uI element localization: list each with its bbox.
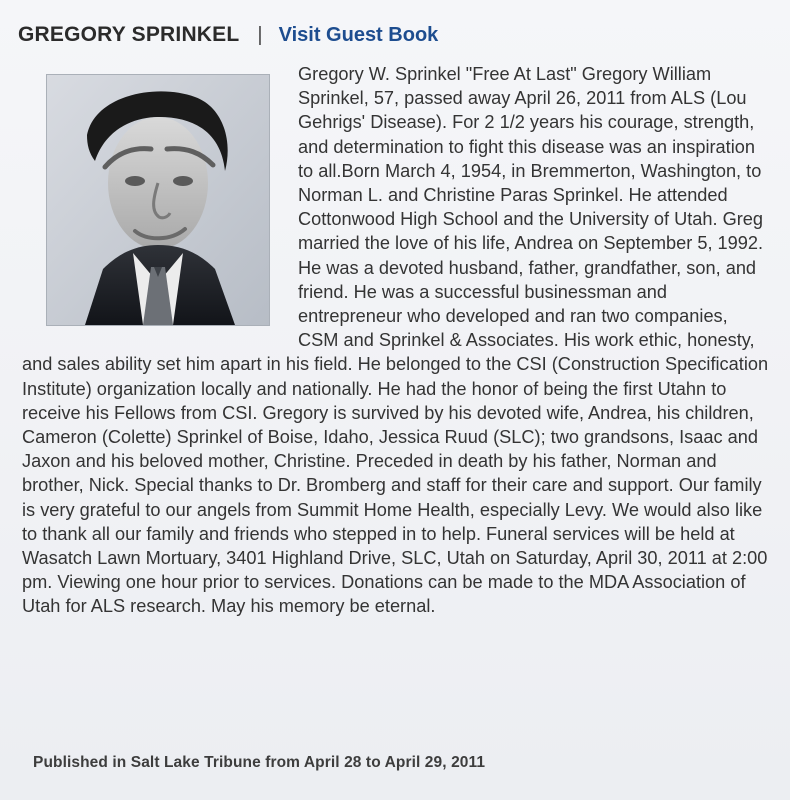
visit-guest-book-link[interactable]: Visit Guest Book bbox=[278, 23, 439, 46]
portrait-photo bbox=[46, 74, 270, 326]
obituary-header bbox=[18, 18, 438, 52]
obituary-text: Gregory W. Sprinkel "Free At Last" Gregory William Sprinkel, 57, passed away April 26, 2011 from ALS (Lou Gehrigs' Disease). For 2 1/2 years his courage, strength, and determination to fight this disease was an inspiration to all.Born March 4, 1954, in Bremmerton, Washington, to Norman L. and Christine Paras Sprinkel. He attended Cottonwood High School and the University of Utah. Greg married the love of his life, Andrea on September 5, 1992. He was a devoted husband, father, grandfather, son, and friend. He was a successful businessman and entrepreneur who developed and ran two companies, CSM and Sprinkel & Associates. His work ethic, honesty, and sales ability set him apart in his field. He belonged to the CSI (Construction Specification Institute) organization locally and nationally. He had the honor of being the first Utahn to receive his Fellows from CSI. Gregory is survived by his devoted wife, Andrea, his children, Cameron (Colette) Sprinkel of Boise, Idaho, Jessica Ruud (SLC); two grandsons, Isaac and Jaxon and his beloved mother, Christine. Preceded in death by his father, Norman and brother, Nick. Special thanks to Dr. Bromberg and staff for their care and support. Our family is very grateful to our angels from Summit Home Health, especially Levy. We would also like to thank all our family and friends who stepped in to help. Funeral services will be held at Wasatch Lawn Mortuary, 3401 Highland Drive, SLC, Utah on Saturday, April 30, 2011 at 2:00 pm. Viewing one hour prior to services. Donations can be made to the MDA Association of Utah for ALS research. May his memory be eternal. bbox=[22, 64, 769, 617]
person-name: GREGORY SPRINKEL bbox=[18, 23, 240, 46]
header-separator: | bbox=[257, 23, 263, 46]
publication-line: Published in Salt Lake Tribune from April 28 to April 29, 2011 bbox=[33, 754, 486, 771]
obituary-content bbox=[22, 62, 770, 619]
